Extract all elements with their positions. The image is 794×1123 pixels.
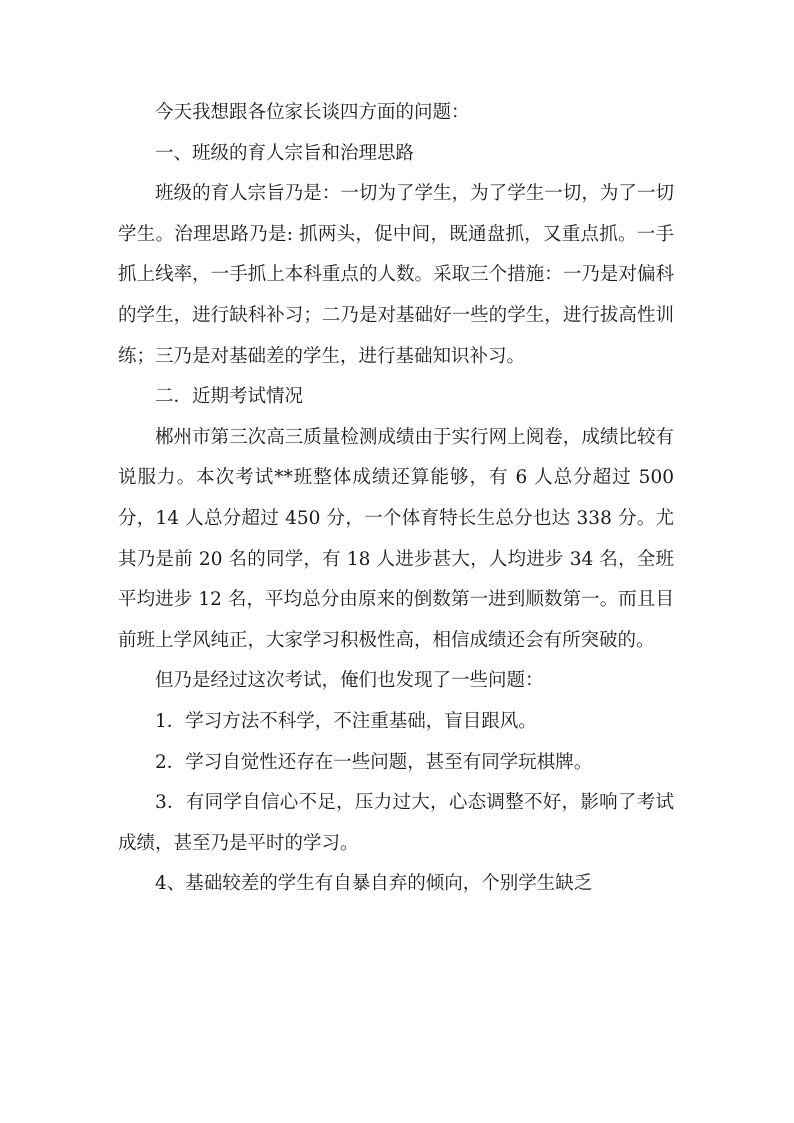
list-item-2: 2．学习自觉性还存在一些问题，甚至有同学玩棋牌。 (155, 751, 593, 773)
document-body (118, 93, 674, 905)
list-item-3: 3．有同学自信心不足，压力过大，心态调整不好，影响了考试成绩，甚至乃是平时的学习。 (118, 792, 674, 854)
paragraph-philosophy: 班级的育人宗旨乃是：一切为了学生，为了学生一切，为了一切学生。治理思路乃是: 抓两头，促中间，既通盘抓，又重点抓。一手抓上线率，一手抓上本科重点的人数。采取三个措施：一乃是对偏科的学生，进行缺科补习；二乃是对基础好一些的学生，进行拔高性训练；三乃是对基础差的学生，进行基础知识补习。 (118, 183, 674, 367)
paragraph-exam-results: 郴州市第三次高三质量检测成绩由于实行网上阅卷，成绩比较有说服力。本次考试**班整体成绩还算能够，有 6 人总分超过 500 分，14 人总分超过 450 分，一个体育特长生总分也达 338 分。尤其乃是前 20 名的同学，有 18 人进步甚大，人均进步 34 名，全班平均进步 12 名，平均总分由原来的倒数第一进到顺数第一。而且目前班上学风纯正，大家学习积极性高，相信成绩还会有所突破的。 (118, 426, 674, 651)
paragraph-problems-intro: 但乃是经过这次考试，俺们也发现了一些问题： (155, 670, 544, 692)
section-heading-1: 一、班级的育人宗旨和治理思路 (155, 142, 415, 164)
list-item-4: 4、基础较差的学生有自暴自弃的倾向，个别学生缺乏 (155, 873, 593, 895)
list-item-1: 1．学习方法不科学，不注重基础，盲目跟风。 (155, 710, 537, 732)
section-heading-2: 二．近期考试情况 (155, 386, 304, 408)
intro-paragraph: 今天我想跟各位家长谈四方面的问题： (155, 102, 470, 123)
